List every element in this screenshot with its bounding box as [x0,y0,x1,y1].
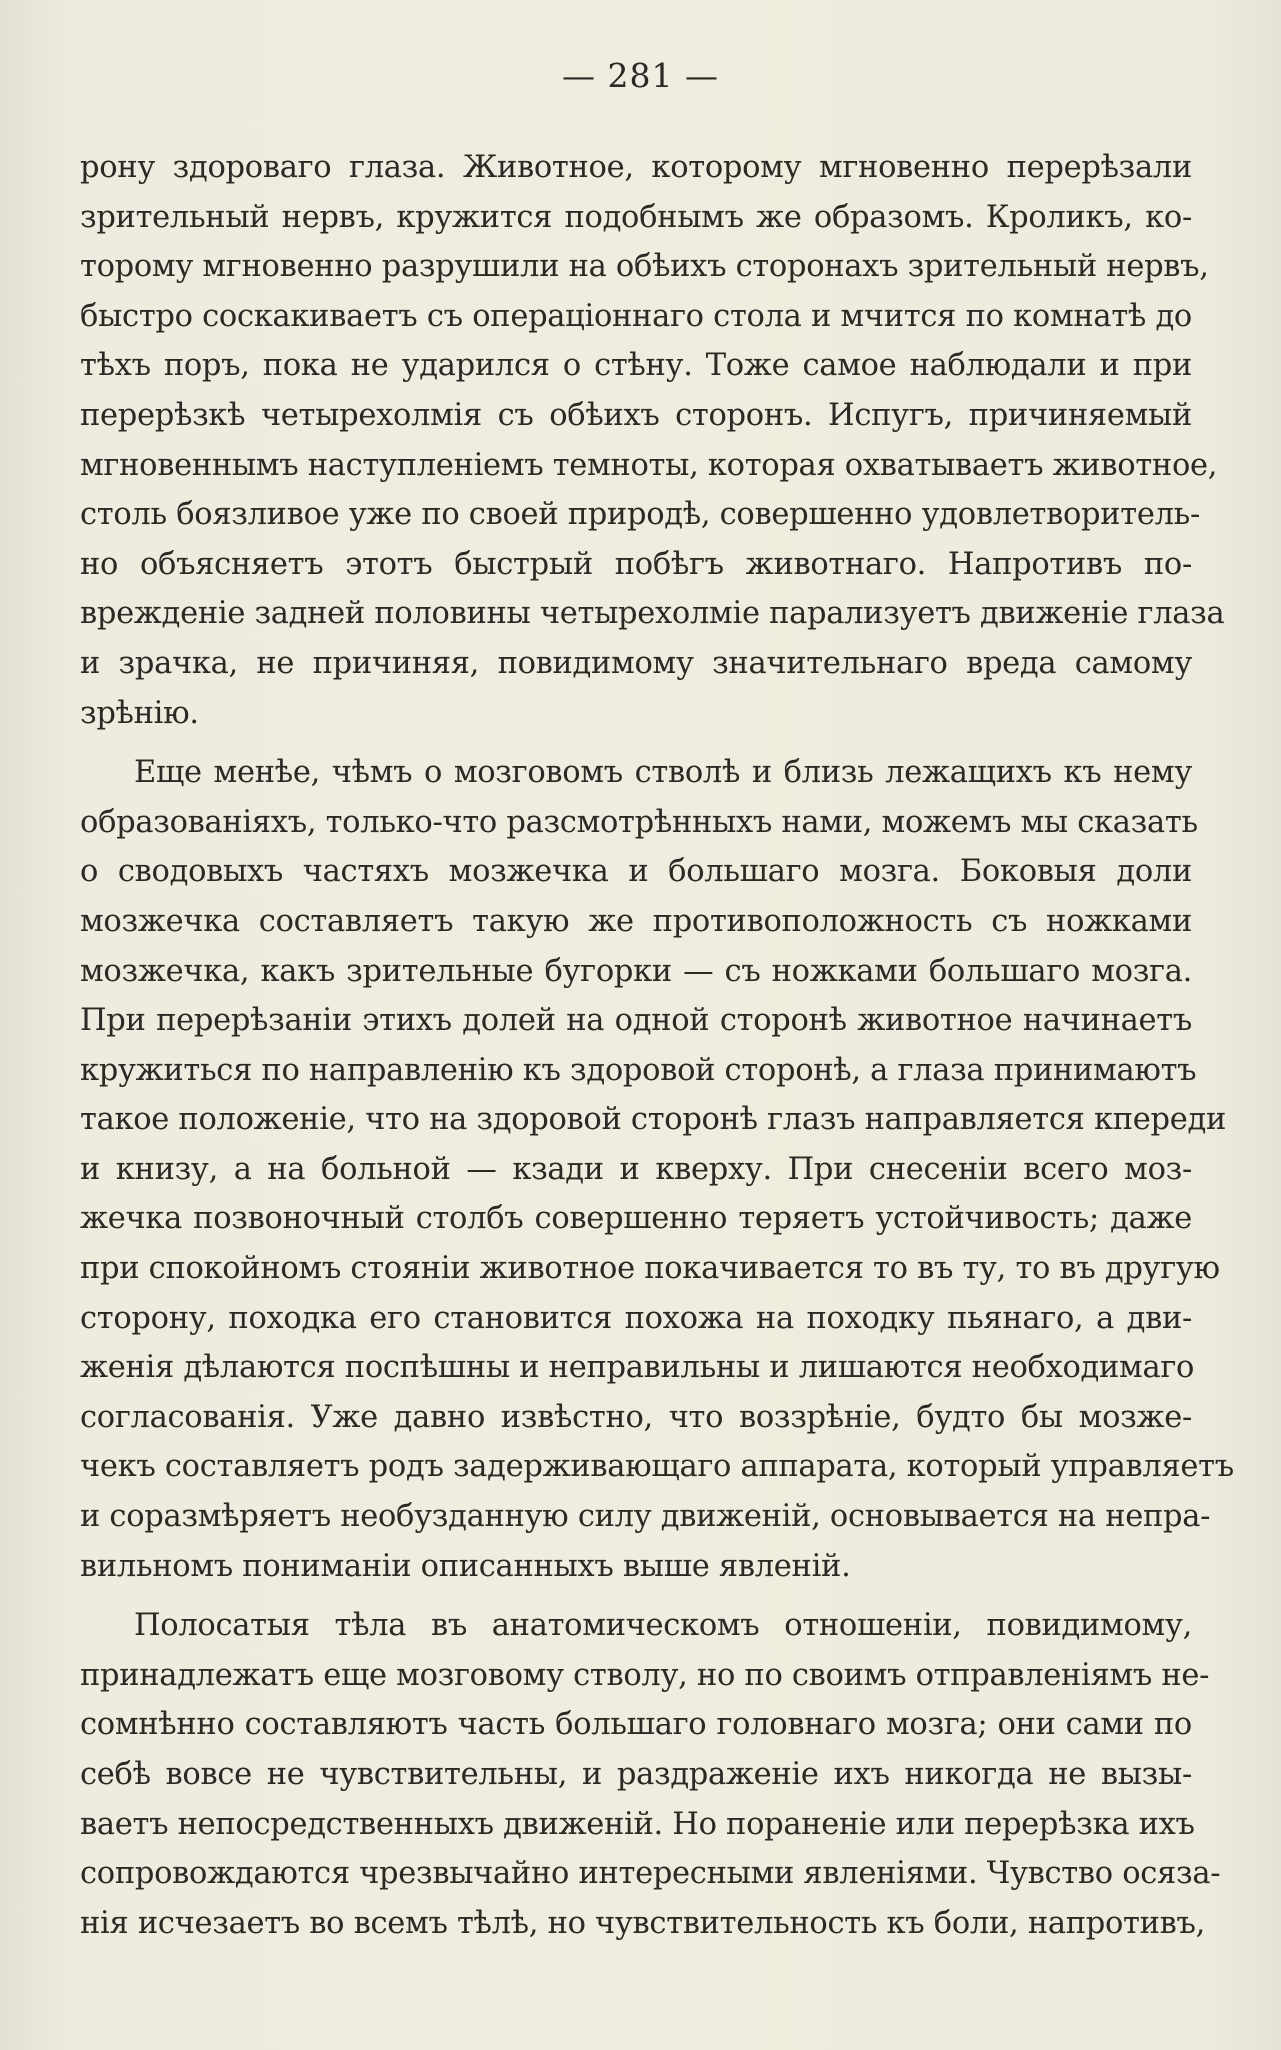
text-line: такое положеніе, что на здоровой сторонѣ глазъ направляется кпереди [80,1102,1227,1138]
text-line: мозжечка, какъ зрительные бугорки — съ ножками большаго мозга. [80,953,1192,989]
text-line: сторону, походка его становится похожа на походку пьянаго, а дви- [80,1300,1192,1336]
paragraph-1 [80,143,1225,738]
text-line: врежденіе задней половины четырехолміе парализуетъ движеніе глаза [80,596,1225,632]
text-line: жечка позвоночный столбъ совершенно теряетъ устойчивость; даже [80,1201,1192,1237]
text-line: о сводовыхъ частяхъ мозжечка и большаго мозга. Боковыя доли [80,854,1192,890]
text-line: Полосатыя тѣла въ анатомическомъ отношеніи, повидимому, [134,1608,1192,1644]
text-line: женія дѣлаются поспѣшны и неправильны и лишаются необходимаго [80,1350,1195,1386]
text-line: зрительный нервъ, кружится подобнымъ же образомъ. Кроликъ, ко- [80,199,1192,235]
text-line: и книзу, а на больной — кзади и кверху. При снесеніи всего моз- [80,1151,1192,1187]
text-line: но объясняетъ этотъ быстрый побѣгъ животнаго. Напротивъ по- [80,546,1192,582]
text-line: образованіяхъ, только-что разсмотрѣнныхъ нами, можемъ мы сказать [80,804,1198,840]
page-number: — 281 — [562,56,719,95]
text-line: зрѣнію. [80,695,199,731]
paragraph-spacer [80,1591,1192,1601]
text-line: сомнѣнно составляютъ часть большаго головнаго мозга; они сами по [80,1707,1192,1743]
text-line: чекъ составляетъ родъ задерживающаго аппарата, который управляетъ [80,1449,1234,1485]
paragraph-3 [80,1601,1221,1948]
text-line: При перерѣзаніи этихъ долей на одной сторонѣ животное начинаетъ [80,1003,1192,1039]
text-line: согласованія. Уже давно извѣстно, что воззрѣніе, будто бы мозже- [80,1399,1192,1435]
text-line: быстро соскакиваетъ съ операціоннаго стола и мчится по комнатѣ до [80,298,1192,334]
text-line: и зрачка, не причиняя, повидимому значительнаго вреда самому [80,645,1192,681]
paragraph-2 [80,748,1234,1591]
text-line: мозжечка составляетъ такую же противоположность съ ножками [80,903,1192,939]
text-line: кружиться по направленію къ здоровой сторонѣ, а глаза принимаютъ [80,1052,1197,1088]
text-line: при спокойномъ стояніи животное покачивается то въ ту, то въ другую [80,1251,1220,1287]
text-line: сопровождаются чрезвычайно интересными явленіями. Чувство осяза- [80,1856,1221,1892]
text-line: и соразмѣряетъ необузданную силу движеній, основывается на непра- [80,1499,1211,1535]
text-line: вильномъ пониманіи описанныхъ выше явленій. [80,1548,851,1584]
paragraph-spacer [80,738,1192,748]
text-line: принадлежатъ еще мозговому стволу, но по своимъ отправленіямъ не- [80,1657,1210,1693]
text-line: себѣ вовсе не чувствительны, и раздраженіе ихъ никогда не вызы- [80,1757,1192,1792]
text-line: перерѣзкѣ четырехолмія съ обѣихъ сторонъ. Испугъ, причиняемый [80,397,1192,433]
text-line: ваетъ непосредственныхъ движеній. Но пораненіе или перерѣзка ихъ [80,1806,1195,1842]
text-line: нія исчезаетъ во всемъ тѣлѣ, но чувствительность къ боли, напротивъ, [80,1905,1206,1941]
text-line: тѣхъ поръ, пока не ударился о стѣну. Тоже самое наблюдали и при [80,348,1192,384]
text-line: торому мгновенно разрушили на обѣихъ сторонахъ зрительный нервъ, [80,249,1209,285]
text-line: Еще менѣе, чѣмъ о мозговомъ стволѣ и близь лежащихъ къ нему [134,755,1192,791]
text-line: столь боязливое уже по своей природѣ, совершенно удовлетворитель- [80,497,1200,533]
text-line: мгновеннымъ наступленіемъ темноты, которая охватываетъ животное, [80,447,1218,483]
text-line: рону здороваго глаза. Животное, которому мгновенно перерѣзали [80,150,1192,185]
body-text [80,143,1234,1948]
